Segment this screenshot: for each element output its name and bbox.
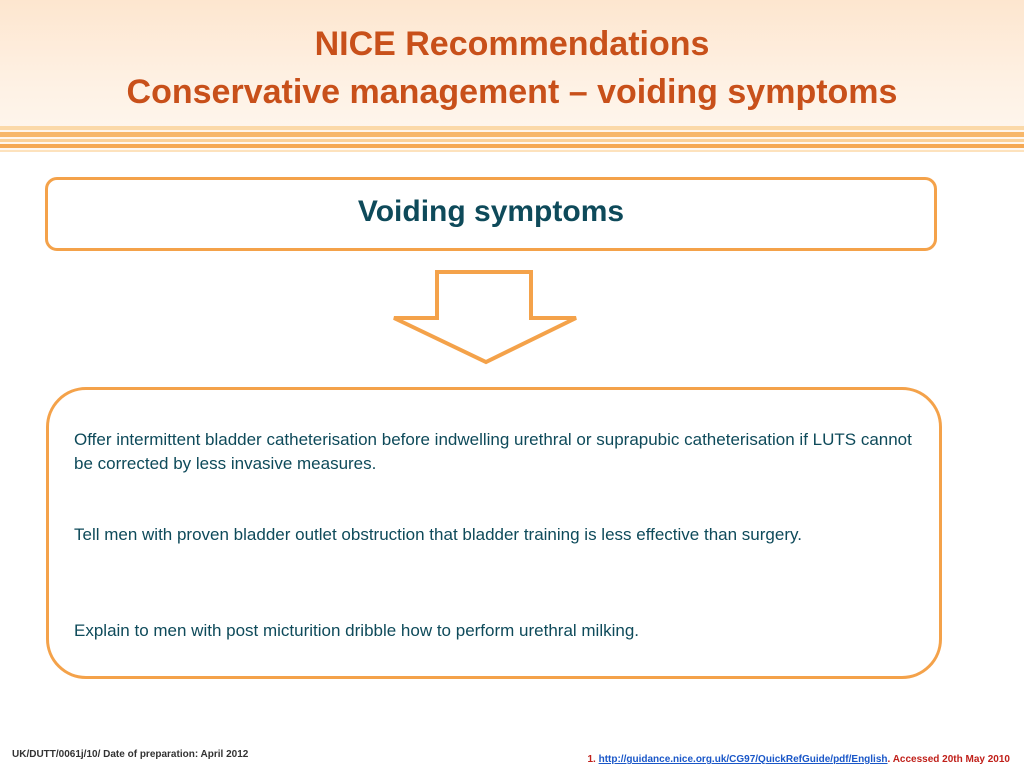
recommendation-text: Explain to men with post micturition dribble how to perform urethral milking.: [74, 621, 640, 640]
footer-citation: [587, 754, 1010, 765]
footer-reference-code: UK/DUTT/0061j/10/ Date of preparation: April 2012: [12, 749, 249, 760]
citation-number: 1.: [587, 754, 596, 765]
citation-accessed: . Accessed 20th May 2010: [887, 754, 1010, 765]
down-arrow-outline-icon: [390, 270, 582, 366]
header-stripes: [0, 126, 1024, 154]
title-line-1: NICE Recommendations: [314, 25, 710, 63]
recommendation-text: Tell men with proven bladder outlet obstruction that bladder training is less effective than surgery.: [74, 525, 802, 544]
recommendation-text: Offer intermittent bladder catheterisation before indwelling urethral or suprapubic catheterisation if LUTS cannot be corrected by less invasive measures.: [74, 430, 912, 473]
slide-title: [0, 20, 1024, 116]
citation-link[interactable]: http://guidance.nice.org.uk/CG97/QuickRefGuide/pdf/English: [598, 754, 888, 765]
voiding-symptoms-box: [45, 177, 937, 251]
title-line-2: Conservative management – voiding symptoms: [126, 73, 898, 111]
voiding-symptoms-heading: Voiding symptoms: [357, 195, 625, 228]
slide-header: [0, 0, 1024, 152]
recommendations-box: [46, 387, 942, 679]
